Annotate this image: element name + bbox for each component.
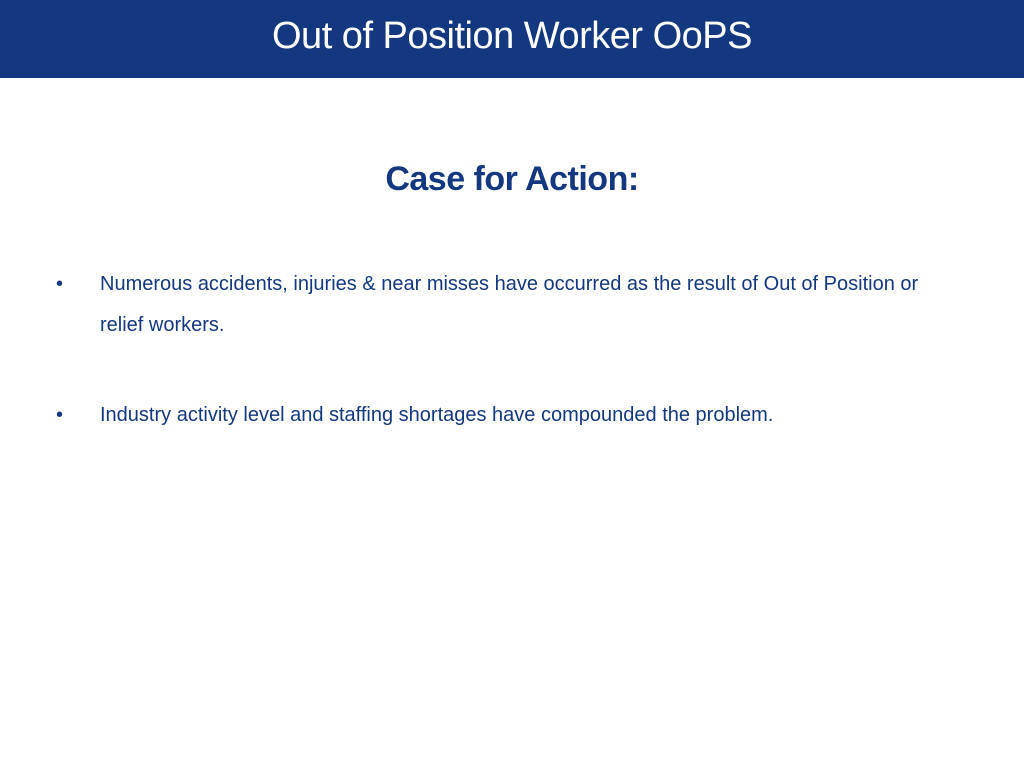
bullet-item (56, 395, 956, 436)
title-bar (0, 0, 1024, 78)
bullet-marker: • (56, 404, 64, 426)
slide-title: Out of Position Worker OoPS (272, 14, 752, 57)
bullet-text: Industry activity level and staffing shortages have compounded the problem. (100, 404, 774, 426)
bullet-list (56, 264, 956, 436)
bullet-marker: • (56, 273, 64, 295)
slide-subtitle: Case for Action: (385, 160, 639, 198)
bullet-item (56, 264, 956, 346)
bullet-text: Numerous accidents, injuries & near misses have occurred as the result of Out of Position or relief workers. (100, 273, 919, 336)
